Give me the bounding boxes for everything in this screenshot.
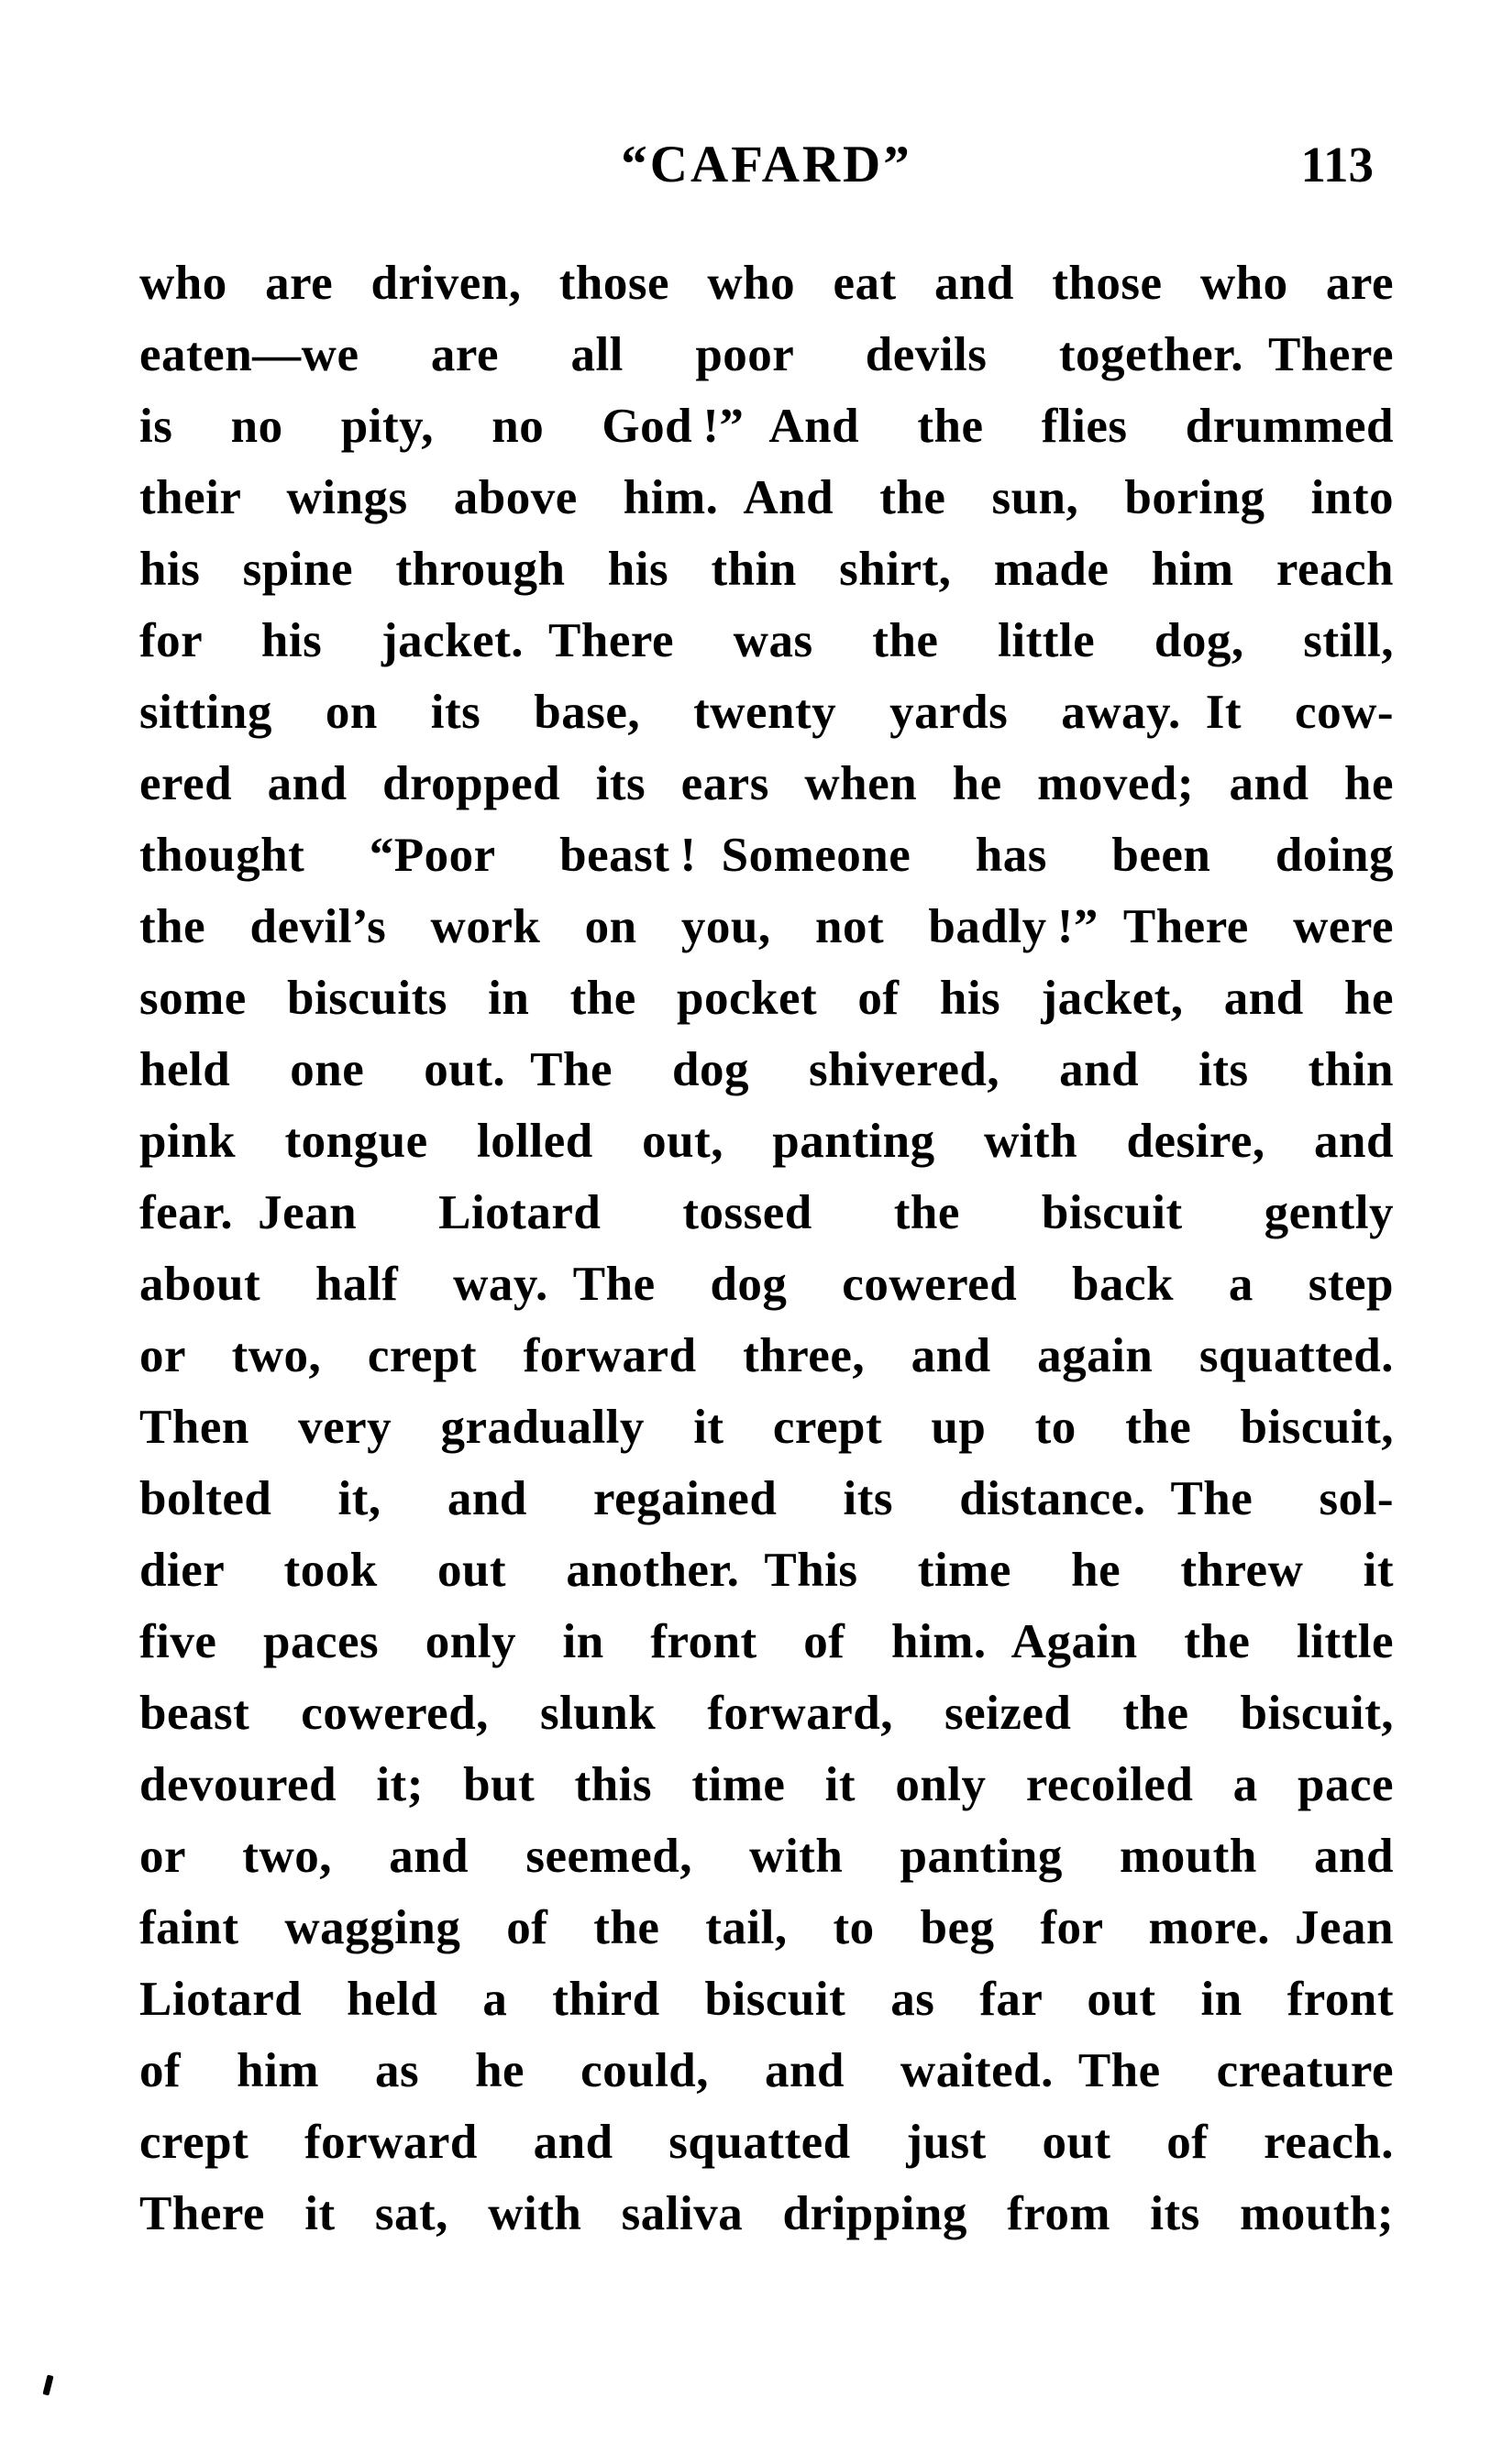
text-line: the devil’s work on you, not badly !” There were [139, 900, 1394, 953]
text-line: ered and dropped its ears when he moved; and he [139, 757, 1394, 810]
chapter-title: “CAFARD” [621, 136, 912, 193]
stray-ink-mark [42, 2374, 53, 2395]
text-line: five paces only in front of him. Again the little [139, 1615, 1394, 1668]
text-line: faint wagging of the tail, to beg for more. Jean [139, 1901, 1394, 1954]
text-line: of him as he could, and waited. The creature [139, 2044, 1394, 2097]
text-line: devoured it; but this time it only recoiled a pace [139, 1758, 1394, 1811]
text-line: Then very gradually it crept up to the biscuit, [139, 1401, 1394, 1454]
running-header [139, 136, 1394, 194]
text-line: about half way. The dog cowered back a step [139, 1258, 1394, 1311]
text-line: for his jacket. There was the little dog, still, [139, 614, 1394, 667]
text-line: bolted it, and regained its distance. The sol- [139, 1472, 1394, 1525]
text-line: or two, crept forward three, and again squatted. [139, 1329, 1394, 1382]
text-line: Liotard held a third biscuit as far out in front [139, 1973, 1394, 2026]
text-line: or two, and seemed, with panting mouth and [139, 1830, 1394, 1883]
text-line: dier took out another. This time he threw it [139, 1544, 1394, 1597]
text-line: crept forward and squatted just out of reach. [139, 2116, 1394, 2169]
text-line: eaten—we are all poor devils together. There [139, 328, 1394, 381]
text-line: sitting on its base, twenty yards away. It cow- [139, 686, 1394, 739]
text-line: is no pity, no God !” And the flies drummed [139, 400, 1394, 453]
text-line: held one out. The dog shivered, and its thin [139, 1043, 1394, 1096]
text-line: who are driven, those who eat and those who are [139, 257, 1394, 310]
text-line: pink tongue lolled out, panting with desire, and [139, 1115, 1394, 1168]
text-line: beast cowered, slunk forward, seized the biscuit, [139, 1687, 1394, 1740]
text-line: some biscuits in the pocket of his jacket, and he [139, 972, 1394, 1025]
page-number: 113 [1300, 137, 1374, 192]
body-text-block [139, 248, 1394, 2250]
text-line: thought “Poor beast ! Someone has been doing [139, 829, 1394, 882]
text-line: his spine through his thin shirt, made him reach [139, 543, 1394, 596]
text-line: There it sat, with saliva dripping from its mouth; [139, 2187, 1394, 2240]
text-line: their wings above him. And the sun, boring into [139, 471, 1394, 524]
text-line: fear. Jean Liotard tossed the biscuit gently [139, 1186, 1394, 1239]
